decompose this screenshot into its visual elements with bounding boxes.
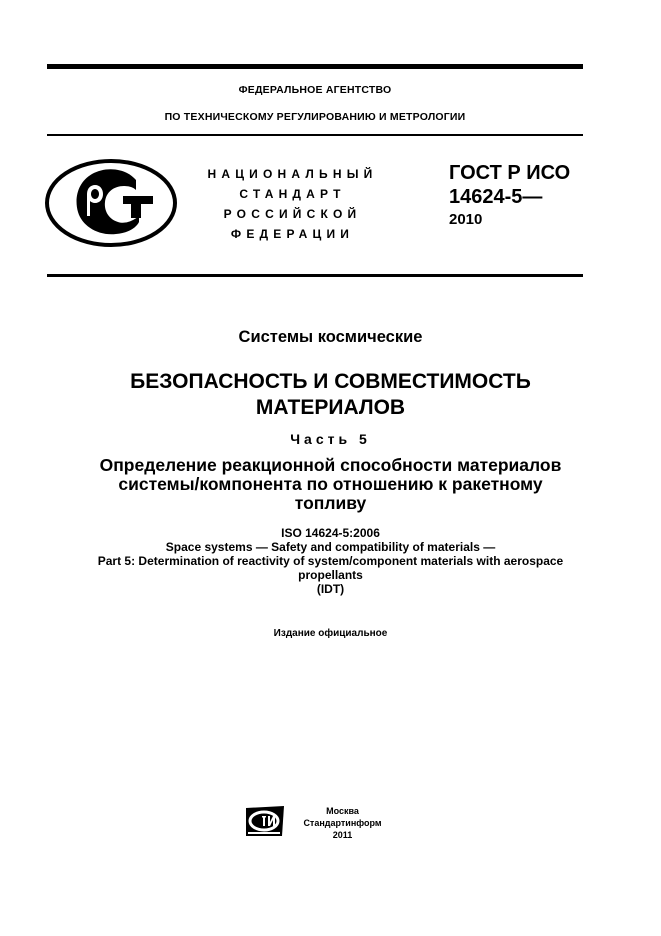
series-title: Системы космические — [238, 328, 423, 346]
main-title — [0, 369, 661, 421]
national-standard-line4: ФЕДЕРАЦИИ — [230, 227, 355, 241]
iso-identity-code: (IDT) — [316, 582, 345, 596]
subtitle-line3: топливу — [294, 493, 367, 513]
iso-title-line2: Part 5: Determination of reactivity of system/component materials with aerospace — [97, 554, 564, 568]
iso-number: ISO 14624-5:2006 — [281, 526, 380, 540]
subtitle-line1: Определение реакционной способности материалов — [99, 455, 562, 475]
edition-label: Издание официальное — [273, 628, 388, 639]
publication-year: 2011 — [332, 830, 353, 840]
national-standard-line1: НАЦИОНАЛЬНЫЙ — [207, 167, 378, 181]
designation-line1: ГОСТ Р ИСО — [449, 162, 571, 184]
agency-name-line2: ПО ТЕХНИЧЕСКОМУ РЕГУЛИРОВАНИЮ И МЕТРОЛОГИИ — [164, 111, 466, 123]
designation-line2: 14624-5— — [449, 186, 543, 208]
national-standard-line3: РОССИЙСКОЙ — [223, 207, 362, 221]
main-title-line2: МАТЕРИАЛОВ — [255, 396, 406, 419]
subtitle — [0, 456, 661, 513]
top-thick-rule — [47, 64, 583, 69]
agency-name-line1: ФЕДЕРАЛЬНОЕ АГЕНТСТВО — [238, 84, 392, 96]
national-standard-label — [195, 164, 390, 244]
publisher-city: Москва — [326, 806, 359, 816]
header-bottom-rule — [47, 134, 583, 136]
standard-designation — [449, 161, 570, 231]
publisher-name: Стандартинформ — [303, 818, 382, 828]
title-block-rule — [47, 274, 583, 277]
iso-title-line3: propellants — [298, 568, 363, 582]
iso-reference — [0, 526, 661, 596]
subtitle-line2: системы/компонента по отношению к ракетному — [118, 474, 543, 494]
gost-r-certification-mark-icon — [44, 158, 178, 248]
national-standard-line2: СТАНДАРТ — [239, 187, 346, 201]
publisher-info — [295, 805, 390, 841]
part-label: Часть 5 — [290, 431, 371, 447]
iso-title-line1: Space systems — Safety and compatibility of materials — — [165, 540, 496, 554]
main-title-line1: БЕЗОПАСНОСТЬ И СОВМЕСТИМОСТЬ — [130, 370, 531, 393]
designation-line3: 2010 — [449, 211, 483, 228]
standartinform-logo-icon — [244, 804, 286, 838]
